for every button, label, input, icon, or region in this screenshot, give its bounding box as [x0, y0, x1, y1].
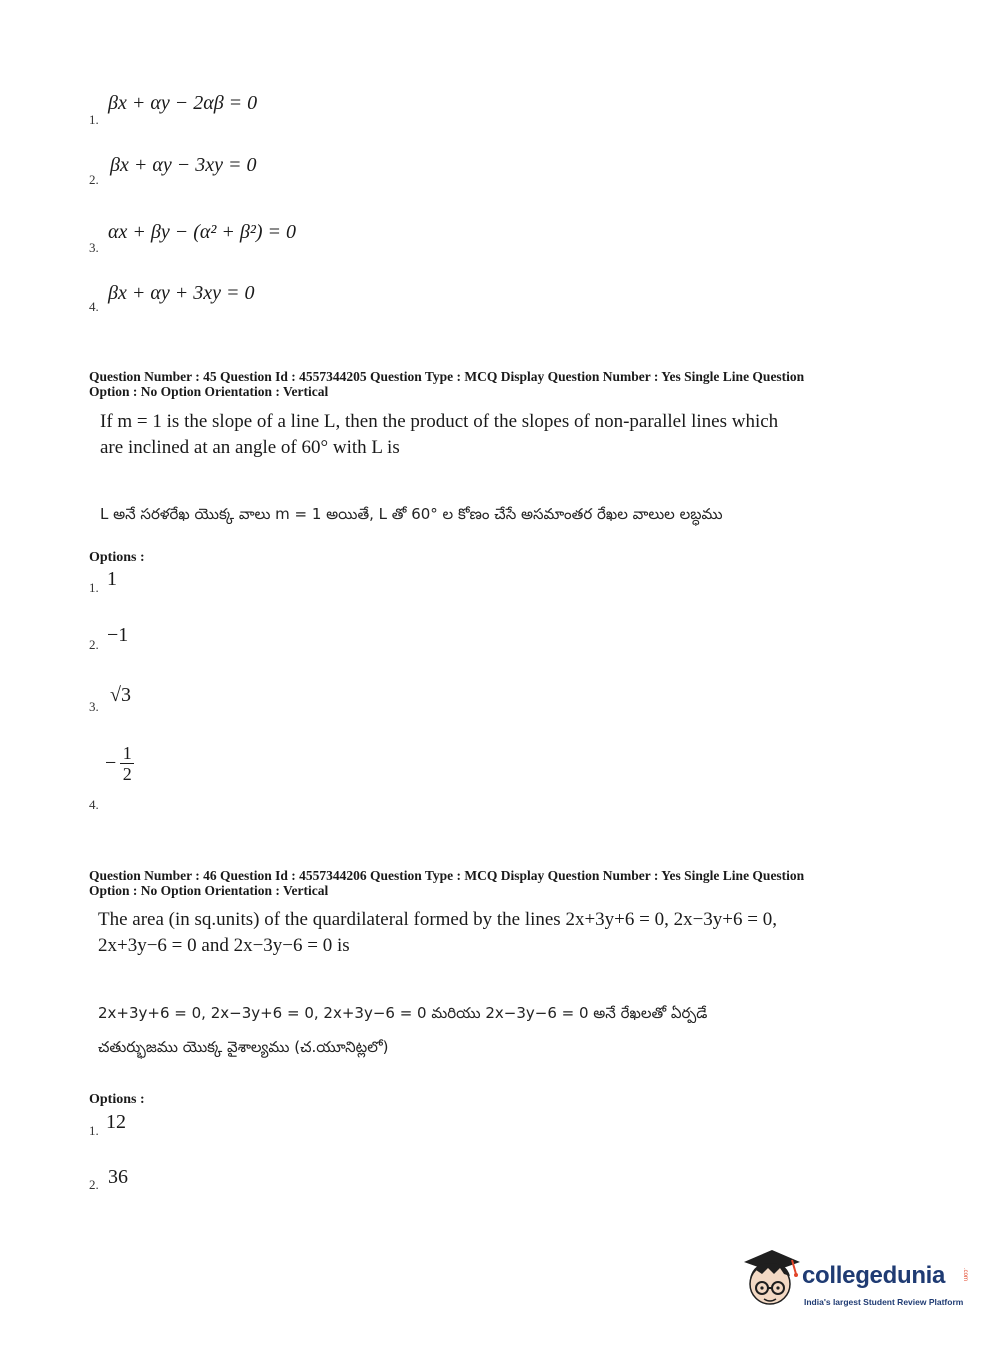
- question-meta-line1: Question Number : 46 Question Id : 4557344206 Question Type : MCQ Display Question Number : Yes Single Line Question: [89, 868, 805, 883]
- question-text-line1: If m = 1 is the slope of a line L, then the product of the slopes of non-parallel lines which: [100, 411, 779, 432]
- question-text-english: [100, 409, 880, 461]
- option-number: 1.: [89, 1123, 99, 1138]
- option-number: 3.: [89, 240, 99, 255]
- fraction-denominator: 2: [122, 764, 132, 784]
- question-text-telugu: L అనే సరళరేఖ యొక్క వాలు m = 1 అయితే, L తో 60° ల కోణం చేసే అసమాంతర రేఖల వాలుల లబ్ధము: [100, 505, 723, 523]
- options-label: Options :: [89, 1092, 145, 1107]
- question-text-telugu: [98, 996, 888, 1064]
- question-text-line1: The area (in sq.units) of the quardilateral formed by the lines 2x+3y+6 = 0, 2x−3y+6 = 0,: [98, 909, 777, 930]
- question-text-line2: 2x+3y−6 = 0 and 2x−3y−6 = 0 is: [98, 935, 350, 956]
- fraction: [120, 743, 134, 784]
- option-fraction: [105, 743, 134, 784]
- logo-suffix: .com: [962, 1268, 968, 1282]
- option-expression: βx + αy − 2αβ = 0: [108, 92, 258, 114]
- option-number: 1.: [89, 580, 99, 595]
- mascot-icon: [740, 1248, 802, 1310]
- collegedunia-logo: [740, 1248, 970, 1318]
- option-number: 3.: [89, 699, 99, 714]
- question-text-line2: are inclined at an angle of 60° with L is: [100, 437, 400, 458]
- logo-wordmark: collegedunia: [802, 1262, 946, 1289]
- question-meta-line2: Option : No Option Orientation : Vertical: [89, 883, 329, 898]
- option-number: 4.: [89, 797, 99, 812]
- option-value: √3: [110, 684, 131, 706]
- fraction-sign: −: [105, 752, 117, 774]
- option-value: 36: [108, 1166, 128, 1188]
- question-meta-line1: Question Number : 45 Question Id : 4557344205 Question Type : MCQ Display Question Number : Yes Single Line Question: [89, 369, 805, 384]
- option-number: 1.: [89, 112, 99, 127]
- question-meta-line2: Option : No Option Orientation : Vertical: [89, 384, 329, 399]
- options-label: Options :: [89, 550, 145, 565]
- question-text-telugu-line1: 2x+3y+6 = 0, 2x−3y+6 = 0, 2x+3y−6 = 0 మరియు 2x−3y−6 = 0 అనే రేఖలతో ఏర్పడే: [98, 1004, 708, 1022]
- option-expression: βx + αy + 3xy = 0: [108, 282, 255, 304]
- option-number: 2.: [89, 637, 99, 652]
- option-expression: βx + αy − 3xy = 0: [110, 154, 257, 176]
- question-text-telugu-line2: చతుర్భుజము యొక్క వైశాల్యము (చ.యూనిట్లలో): [98, 1038, 389, 1056]
- question-text-english: [98, 907, 878, 959]
- option-value: 12: [106, 1111, 126, 1133]
- option-value: −1: [107, 624, 129, 646]
- option-number: 2.: [89, 172, 99, 187]
- fraction-numerator: 1: [122, 743, 132, 763]
- option-expression: αx + βy − (α² + β²) = 0: [108, 221, 296, 243]
- option-value: 1: [107, 568, 117, 590]
- question-meta: [89, 868, 889, 898]
- option-number: 4.: [89, 299, 99, 314]
- logo-tagline: India's largest Student Review Platform: [804, 1297, 964, 1307]
- option-number: 2.: [89, 1177, 99, 1192]
- question-meta: [89, 369, 889, 399]
